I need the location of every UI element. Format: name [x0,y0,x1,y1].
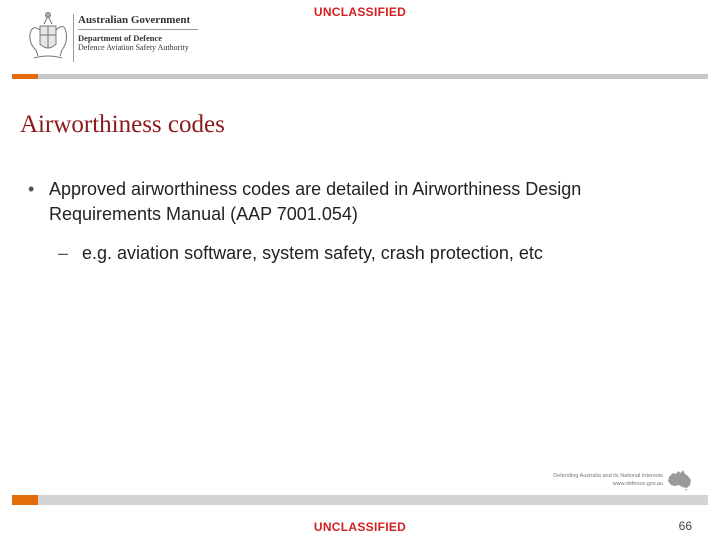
footer-tagline-text: Defending Australia and its National Interests [553,473,663,479]
sub-bullet-text: e.g. aviation software, system safety, crash protection, etc [82,243,543,263]
coat-of-arms-icon [26,10,70,62]
footer-rule [12,495,708,505]
slide-title: Airworthiness codes [20,111,225,138]
bullet-text: Approved airworthiness codes are detailed in Airworthiness Design Requirements Manual (AAP 7001.054) [49,179,582,224]
header-rule [12,74,708,79]
sub-bullet-item [58,241,698,266]
logo-text [78,14,198,53]
footer-url: www.defence.gov.au [612,481,663,487]
logo-rule [78,29,198,30]
footer-tagline [540,472,663,488]
page-number: 66 [678,519,692,533]
bullet-marker: • [28,179,35,199]
logo-authority: Defence Aviation Safety Authority [78,43,189,52]
bullet-item [28,177,668,227]
logo-divider [73,14,74,62]
logo-government: Australian Government [78,14,191,26]
header-rule-accent [12,74,38,79]
sub-bullet-marker: – [58,243,69,263]
australia-map-icon [666,468,694,492]
footer-rule-accent [12,495,38,505]
classification-top: UNCLASSIFIED [313,5,407,19]
classification-bottom: UNCLASSIFIED [313,520,407,534]
logo-department: Department of Defence [78,33,163,43]
government-logo [26,10,201,66]
